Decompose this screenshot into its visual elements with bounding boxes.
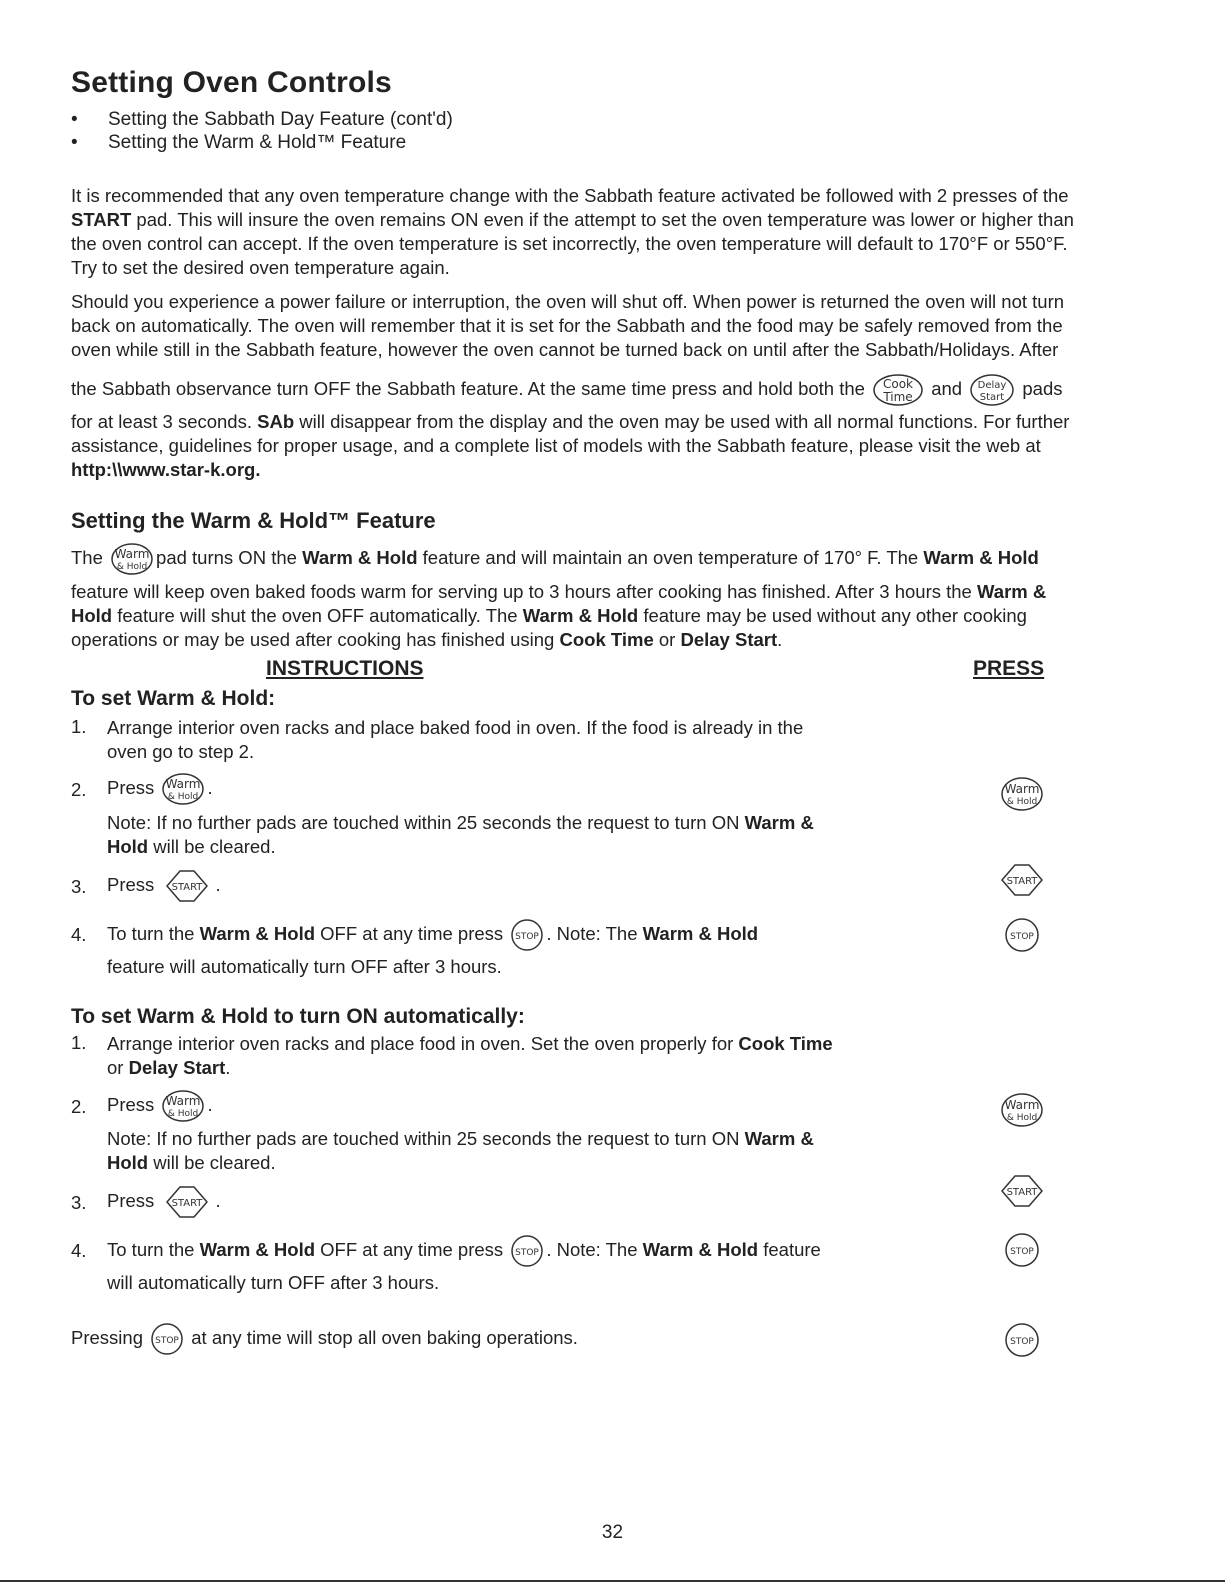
svg-text:& Hold: & Hold <box>1006 797 1038 807</box>
press-warm-hold-icon <box>1000 1092 1044 1133</box>
start-pad-icon <box>161 1184 213 1220</box>
svg-text:Warm: Warm <box>166 777 201 791</box>
section-2-note: Note: If no further pads are touched within 25 seconds the request to turn ON Warm & Hold will be cleared. <box>107 1128 814 1173</box>
svg-text:Start: Start <box>980 392 1005 403</box>
sabbath-paragraph-2-line-1: Should you experience a power failure or interruption, the oven will shut off. When power is returned the oven will not turn <box>71 291 1065 312</box>
sabbath-paragraph-1-line-2: START pad. This will insure the oven remains ON even if the attempt to set the oven temperature was lower or higher than <box>71 209 1074 230</box>
cook-time-pad-icon <box>872 373 924 407</box>
section-1-step-2: Press Warm & Hold . <box>107 772 213 806</box>
sabbath-paragraph-2-line-6: assistance, guidelines for proper usage, and a complete list of models with the Sabbath feature, please visit the web at <box>71 435 1041 456</box>
svg-text:STOP: STOP <box>515 1248 540 1258</box>
step-number: 3. <box>71 1192 87 1213</box>
step-number: 1. <box>71 1032 87 1053</box>
sabbath-paragraph-2-line-3: oven while still in the Sabbath feature, however the oven cannot be turned back on until after the Sabbath/Holidays. After <box>71 339 1059 360</box>
warm-paragraph-line-2: feature will keep oven baked foods warm for serving up to 3 hours after cooking has finished. After 3 hours the Warm & <box>71 581 1047 602</box>
section-2-step-2: Press Warm & Hold . <box>107 1089 213 1123</box>
press-start-icon <box>996 1173 1048 1214</box>
svg-text:Warm: Warm <box>166 1094 201 1108</box>
svg-text:START: START <box>1006 876 1038 887</box>
stop-note: Pressing STOP at any time will stop all oven baking operations. <box>71 1322 578 1356</box>
section-1-heading: To set Warm & Hold: <box>71 687 276 710</box>
press-stop-icon <box>1004 1322 1040 1363</box>
svg-text:& Hold: & Hold <box>1006 1113 1038 1123</box>
warm-hold-pad-icon <box>161 1089 205 1123</box>
stop-pad-icon <box>150 1322 184 1356</box>
press-warm-hold-icon <box>1000 776 1044 817</box>
stop-pad-icon <box>510 918 544 952</box>
section-2-heading: To set Warm & Hold to turn ON automatically: <box>71 1005 525 1028</box>
warm-paragraph-line-3: Hold feature will shut the oven OFF automatically. The Warm & Hold feature may be used without any other cooking <box>71 605 1027 626</box>
warm-hold-pad-icon <box>161 772 205 806</box>
svg-text:START: START <box>1006 1187 1038 1198</box>
svg-text:START: START <box>172 1198 203 1209</box>
svg-text:Warm: Warm <box>114 547 150 561</box>
press-stop-icon <box>1004 1232 1040 1273</box>
stop-pad-icon <box>510 1234 544 1268</box>
warm-hold-heading: Setting the Warm & Hold™ Feature <box>71 508 436 533</box>
section-2-step-3: Press START . <box>107 1184 221 1220</box>
section-1-step-1: Arrange interior oven racks and place baked food in oven. If the food is already in the oven go to step 2. <box>107 717 804 762</box>
sabbath-paragraph-2-line-2: back on automatically. The oven will remember that it is set for the Sabbath and the food may be safely removed from the <box>71 315 1063 336</box>
bottom-rule <box>0 1580 1225 1582</box>
svg-text:STOP: STOP <box>515 932 540 942</box>
svg-text:STOP: STOP <box>1010 932 1034 942</box>
svg-text:& Hold: & Hold <box>116 562 148 572</box>
press-start-icon <box>996 862 1048 903</box>
sabbath-paragraph-1-line-1: It is recommended that any oven temperature change with the Sabbath feature activated be followed with 2 presses of the <box>71 185 1069 206</box>
section-2-step-1: Arrange interior oven racks and place food in oven. Set the oven properly for Cook Time or Delay Start. <box>107 1033 833 1078</box>
svg-text:Cook: Cook <box>883 377 914 391</box>
warm-paragraph-line-1: The Warm & Hold pad turns ON the Warm & Hold feature and will maintain an oven temperature of 170° F. The Warm & Hold <box>71 542 1039 576</box>
svg-text:Delay: Delay <box>977 380 1007 391</box>
step-number: 2. <box>71 779 87 800</box>
step-number: 3. <box>71 876 87 897</box>
warm-paragraph-line-4: operations or may be used after cooking has finished using Cook Time or Delay Start. <box>71 629 783 650</box>
svg-text:STOP: STOP <box>1010 1337 1034 1347</box>
step-number: 1. <box>71 716 87 737</box>
svg-text:STOP: STOP <box>155 1336 179 1346</box>
section-2-step-4: To turn the Warm & Hold OFF at any time press STOP . Note: The Warm & Hold feature <box>107 1234 821 1268</box>
section-1-step-4: To turn the Warm & Hold OFF at any time press STOP . Note: The Warm & Hold <box>107 918 758 952</box>
section-1-step-4-cont: feature will automatically turn OFF after 3 hours. <box>107 956 502 977</box>
press-stop-icon <box>1004 917 1040 958</box>
svg-text:& Hold: & Hold <box>168 1109 199 1119</box>
warm-hold-pad-icon <box>110 542 154 576</box>
delay-start-pad-icon <box>969 373 1015 407</box>
step-number: 4. <box>71 1240 87 1261</box>
section-2-step-4-cont: will automatically turn OFF after 3 hours. <box>107 1272 440 1293</box>
star-k-link[interactable]: http:\\www.star-k.org. <box>71 459 261 480</box>
page-number: 32 <box>601 1522 624 1543</box>
bullet-sabbath: • Setting the Sabbath Day Feature (cont'd) <box>71 109 453 130</box>
sabbath-paragraph-2-line-5: for at least 3 seconds. SAb will disappear from the display and the oven may be used with all normal functions. For further <box>71 411 1070 432</box>
section-1-note: Note: If no further pads are touched within 25 seconds the request to turn ON Warm & Hold will be cleared. <box>107 812 814 857</box>
section-1-step-3: Press START . <box>107 868 221 904</box>
sabbath-paragraph-1-line-3: the oven control can accept. If the oven temperature is set incorrectly, the oven temperature will default to 170°F or 550°F. <box>71 233 1068 254</box>
bullet-warm-hold: • Setting the Warm & Hold™ Feature <box>71 132 407 153</box>
svg-text:STOP: STOP <box>1010 1247 1034 1257</box>
svg-text:START: START <box>172 882 203 893</box>
page-title: Setting Oven Controls <box>71 66 392 99</box>
svg-text:& Hold: & Hold <box>168 792 199 802</box>
step-number: 4. <box>71 924 87 945</box>
step-number: 2. <box>71 1096 87 1117</box>
sabbath-paragraph-2-line-4: the Sabbath observance turn OFF the Sabbath feature. At the same time press and hold both the Cook Time and Delay Start pads <box>71 373 1063 407</box>
svg-text:Warm: Warm <box>1004 1098 1040 1112</box>
press-column-header: PRESS <box>973 657 1045 680</box>
svg-text:Warm: Warm <box>1004 782 1040 796</box>
svg-text:Time: Time <box>883 390 913 404</box>
instructions-column-header: INSTRUCTIONS <box>266 657 424 680</box>
start-pad-icon <box>161 868 213 904</box>
sabbath-paragraph-1-line-4: Try to set the desired oven temperature again. <box>71 257 450 278</box>
